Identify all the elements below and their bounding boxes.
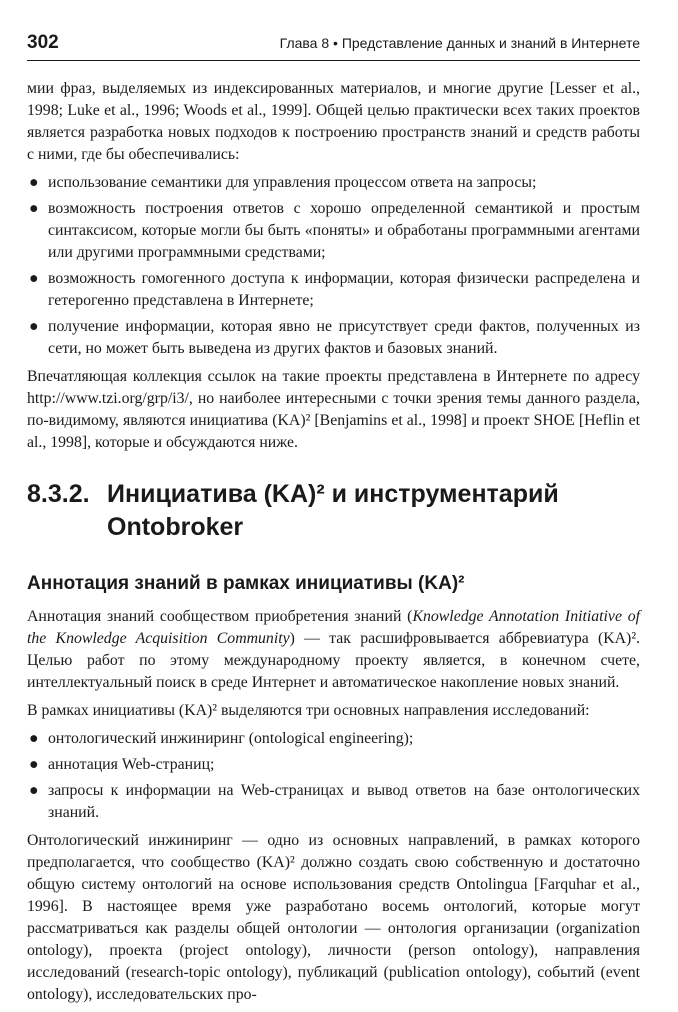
- header-rule: [27, 60, 640, 61]
- running-head: [27, 32, 640, 54]
- paragraph-links: Впечатляющая коллекция ссылок на такие проекты представлена в Интернете по адресу http://www.tzi.org/grp/i3/, но наиболее интересными с точки зрения темы данного раздела, по-видимому, являются инициатива (KA)² [Benjamins et al., 1998] и проект SHOE [Heflin et al., 1998], которые и обсуждаются ниже.: [27, 368, 640, 451]
- paragraph-directions: В рамках инициативы (KA)² выделяются три основных направления исследований:: [27, 702, 590, 719]
- bullet-list-goals: [27, 172, 640, 360]
- section-number: 8.3.2.: [27, 480, 90, 508]
- bullet-icon: ●: [29, 730, 39, 747]
- page-content: [27, 78, 640, 1012]
- bullet-icon: ●: [29, 782, 39, 799]
- section-heading: [27, 478, 640, 544]
- bullet-icon: ●: [29, 270, 39, 287]
- paragraph-ontological-engineering: Онтологический инжиниринг — одно из основных направлений, в рамках которого предполагается, что сообщество (KA)² должно создать свою собственную и достаточно общую систему онтологий на основе использования средств Ontolingua [Farquhar et al., 1996]. В настоящее время уже разработано восемь онтологий, которые могут рассматриваться как разделы общей онтологии — онтология организации (organization ontology), проекта (project ontology), личности (person ontology), направления исследований (research-topic ontology), публикаций (publication ontology), событий (event ontology), исследовательских про-: [27, 832, 640, 1003]
- list-item: ● запросы к информации на Web-страницах и вывод ответов на базе онтологических знаний.: [29, 782, 640, 821]
- bullet-icon: ●: [29, 200, 39, 217]
- list-item: ● возможность построения ответов с хорошо определенной семантикой и простым синтаксисом, которые могли бы быть «поняты» и обработаны программными агентами или другими программными средствами;: [29, 200, 640, 261]
- paragraph-intro: мии фраз, выделяемых из индексированных материалов, и многие другие [Lesser et al., 1998; Luke et al., 1996; Woods et al., 1999]. Общей целью практически всех таких проектов является разработка новых подходов к построению пространств знаний и средств работы с ними, где бы обеспечивались:: [27, 80, 640, 163]
- bullet-icon: ●: [29, 174, 39, 191]
- section-title-line2: Ontobroker: [107, 513, 244, 541]
- list-item: ● аннотация Web-страниц;: [27, 754, 640, 776]
- list-item: ● возможность гомогенного доступа к информации, которая физически распределена и гетерогенно представлена в Интернете;: [29, 270, 640, 309]
- bullet-icon: ●: [29, 756, 39, 773]
- list-item: ● использование семантики для управления процессом ответа на запросы;: [27, 172, 640, 194]
- bullet-icon: ●: [29, 318, 39, 335]
- section-title-line1: Инициатива (KA)² и инструментарий: [107, 480, 559, 508]
- list-item: ● получение информации, которая явно не присутствует среди фактов, полученных из сети, но может быть выведена из других фактов и базовых знаний.: [29, 318, 640, 357]
- subsection-heading: Аннотация знаний в рамках инициативы (KA)²: [27, 573, 465, 594]
- paragraph-annotation: Аннотация знаний сообществом приобретения знаний (Knowledge Annotation Initiative of the Knowledge Acquisition Community) — так расшифровывается аббревиатура (KA)². Целью работ по этому международному проекту является, в конечном счете, интеллектуальный поиск в среде Интернет и автоматическое накопление новых знаний.: [27, 608, 641, 691]
- page-number: 302: [27, 32, 59, 53]
- bullet-list-directions: [27, 728, 640, 824]
- chapter-title: Глава 8 • Представление данных и знаний в Интернете: [279, 35, 640, 51]
- list-item: ● онтологический инжиниринг (ontological engineering);: [27, 728, 640, 750]
